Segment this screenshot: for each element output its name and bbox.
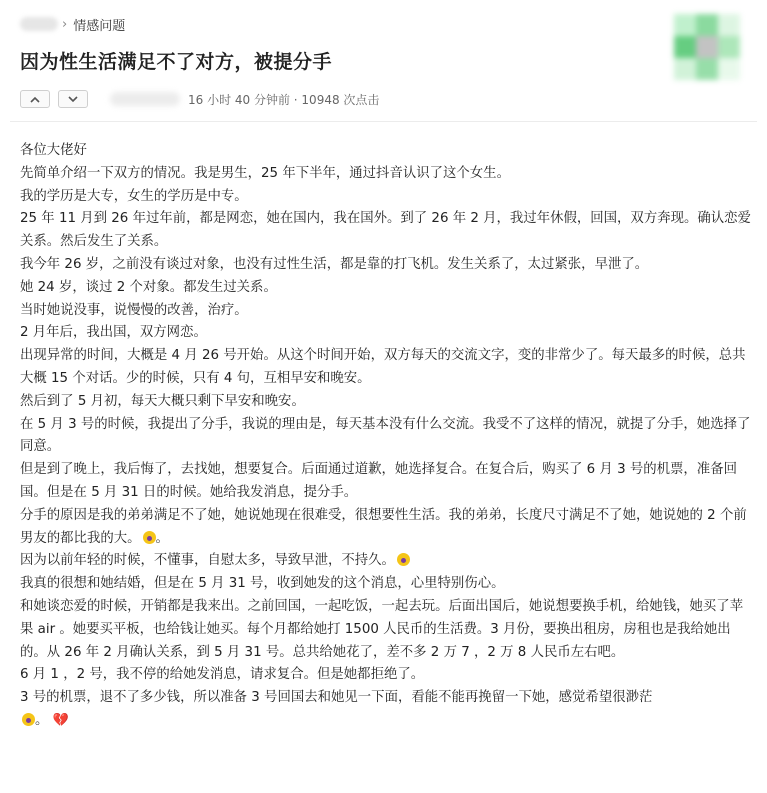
paragraph: 当时她说没事，说慢慢的改善，治疗。	[20, 302, 248, 318]
paragraph: 2 月年后，我出国，双方网恋。	[20, 325, 207, 341]
paragraph: 6 月 1 ，2 号，我不停的给她发消息，请求复合。但是她都拒绝了。	[20, 667, 425, 683]
author-name-blurred[interactable]	[110, 92, 180, 106]
chevron-down-icon	[68, 96, 78, 103]
site-name-blurred[interactable]	[20, 17, 58, 31]
paragraph-text: 因为以前年轻的时候，不懂事，自慰太多，导致早泄，不持久。	[20, 553, 395, 569]
post-content	[20, 140, 752, 733]
paragraph	[20, 550, 752, 573]
paragraph: 在 5 月 3 号的时候，我提出了分手，我说的理由是，每天基本没有什么交流。我受不了这样的情况，就提了分手，她选择了同意。	[20, 416, 751, 455]
screaming-face-emoji-icon	[143, 531, 156, 544]
paragraph: 25 年 11 月到 26 年过年前，都是网恋，她在国内，我在国外。到了 26 年 2 月，我过年休假，回国，双方奔现。确认恋爱关系。然后发生了关系。	[20, 211, 751, 250]
paragraph: 各位大佬好	[20, 143, 87, 158]
paragraph: 和她谈恋爱的时候，开销都是我来出。之前回国，一起吃饭，一起去玩。后面出国后，她说想要换手机，给她钱，她买了苹果 air 。她要买平板，也给钱让她买。每个月都给她打 1500 人民币的生活费。3 月份，要换出租房，房租也是我给她出的。从 26 年 2 月确认关系，到 5 月 31 号。总共给她花了，差不多 2 万 7 ，2 万 8 人民币左右吧。	[20, 598, 744, 660]
paragraph: 她 24 岁，谈过 2 个对象。都发生过关系。	[20, 279, 277, 295]
paragraph: 先简单介绍一下双方的情况。我是男生，25 年下半年，通过抖音认识了这个女生。	[20, 165, 510, 181]
upvote-button[interactable]	[20, 90, 50, 108]
author-avatar[interactable]	[660, 0, 756, 100]
paragraph: 我真的很想和她结婚，但是在 5 月 31 号，收到她发的这个消息，心里特别伤心。	[20, 576, 505, 592]
breadcrumb	[20, 12, 125, 36]
post-title: 因为性生活满足不了对方，被提分手	[20, 51, 333, 73]
post-time-clicks: 16 小时 40 分钟前 · 10948 次点击	[188, 92, 380, 107]
paragraph: 我今年 26 岁，之前没有谈过对象，也没有过性生活，都是靠的打飞机。发生关系了，太过紧张，早泄了。	[20, 256, 649, 272]
paragraph	[20, 505, 752, 551]
paragraph-tail: 。	[35, 712, 49, 728]
paragraph-text: 3 号的机票，退不了多少钱，所以准备 3 号回国去和她见一下面，看能不能再挽留一下她，感觉希望很渺茫	[20, 690, 653, 706]
paragraph: 然后到了 5 月初，每天大概只剩下早安和晚安。	[20, 393, 305, 409]
paragraph: 出现异常的时间，大概是 4 月 26 号开始。从这个时间开始，双方每天的交流文字，变的非常少了。每天最多的时候，总共大概 15 个对话。少的时候，只有 4 句，互相早安和晚安。	[20, 348, 746, 386]
screaming-face-emoji-icon	[397, 553, 410, 566]
paragraph-tail: 。	[155, 530, 169, 546]
downvote-button[interactable]	[58, 90, 88, 108]
broken-heart-icon: 💔	[52, 712, 69, 728]
breadcrumb-separator: ›	[62, 16, 68, 32]
chevron-up-icon	[30, 96, 40, 103]
post-meta	[20, 89, 379, 109]
breadcrumb-category[interactable]: 情感问题	[73, 18, 126, 34]
paragraph: 但是到了晚上，我后悔了，去找她，想要复合。后面通过道歉，她选择复合。在复合后，购买了 6 月 3 号的机票，准备回国。但是在 5 月 31 日的时候。她给我发消息，提分手。	[20, 462, 737, 500]
paragraph	[20, 687, 752, 733]
screaming-face-emoji-icon	[22, 713, 35, 726]
paragraph-text: 分手的原因是我的弟弟满足不了她，她说她现在很难受，很想要性生活。我的弟弟，长度尺寸满足不了她，她说她的 2 个前男友的都比我的大。	[20, 507, 747, 546]
divider	[10, 121, 757, 122]
paragraph: 我的学历是大专，女生的学历是中专。	[20, 188, 248, 204]
